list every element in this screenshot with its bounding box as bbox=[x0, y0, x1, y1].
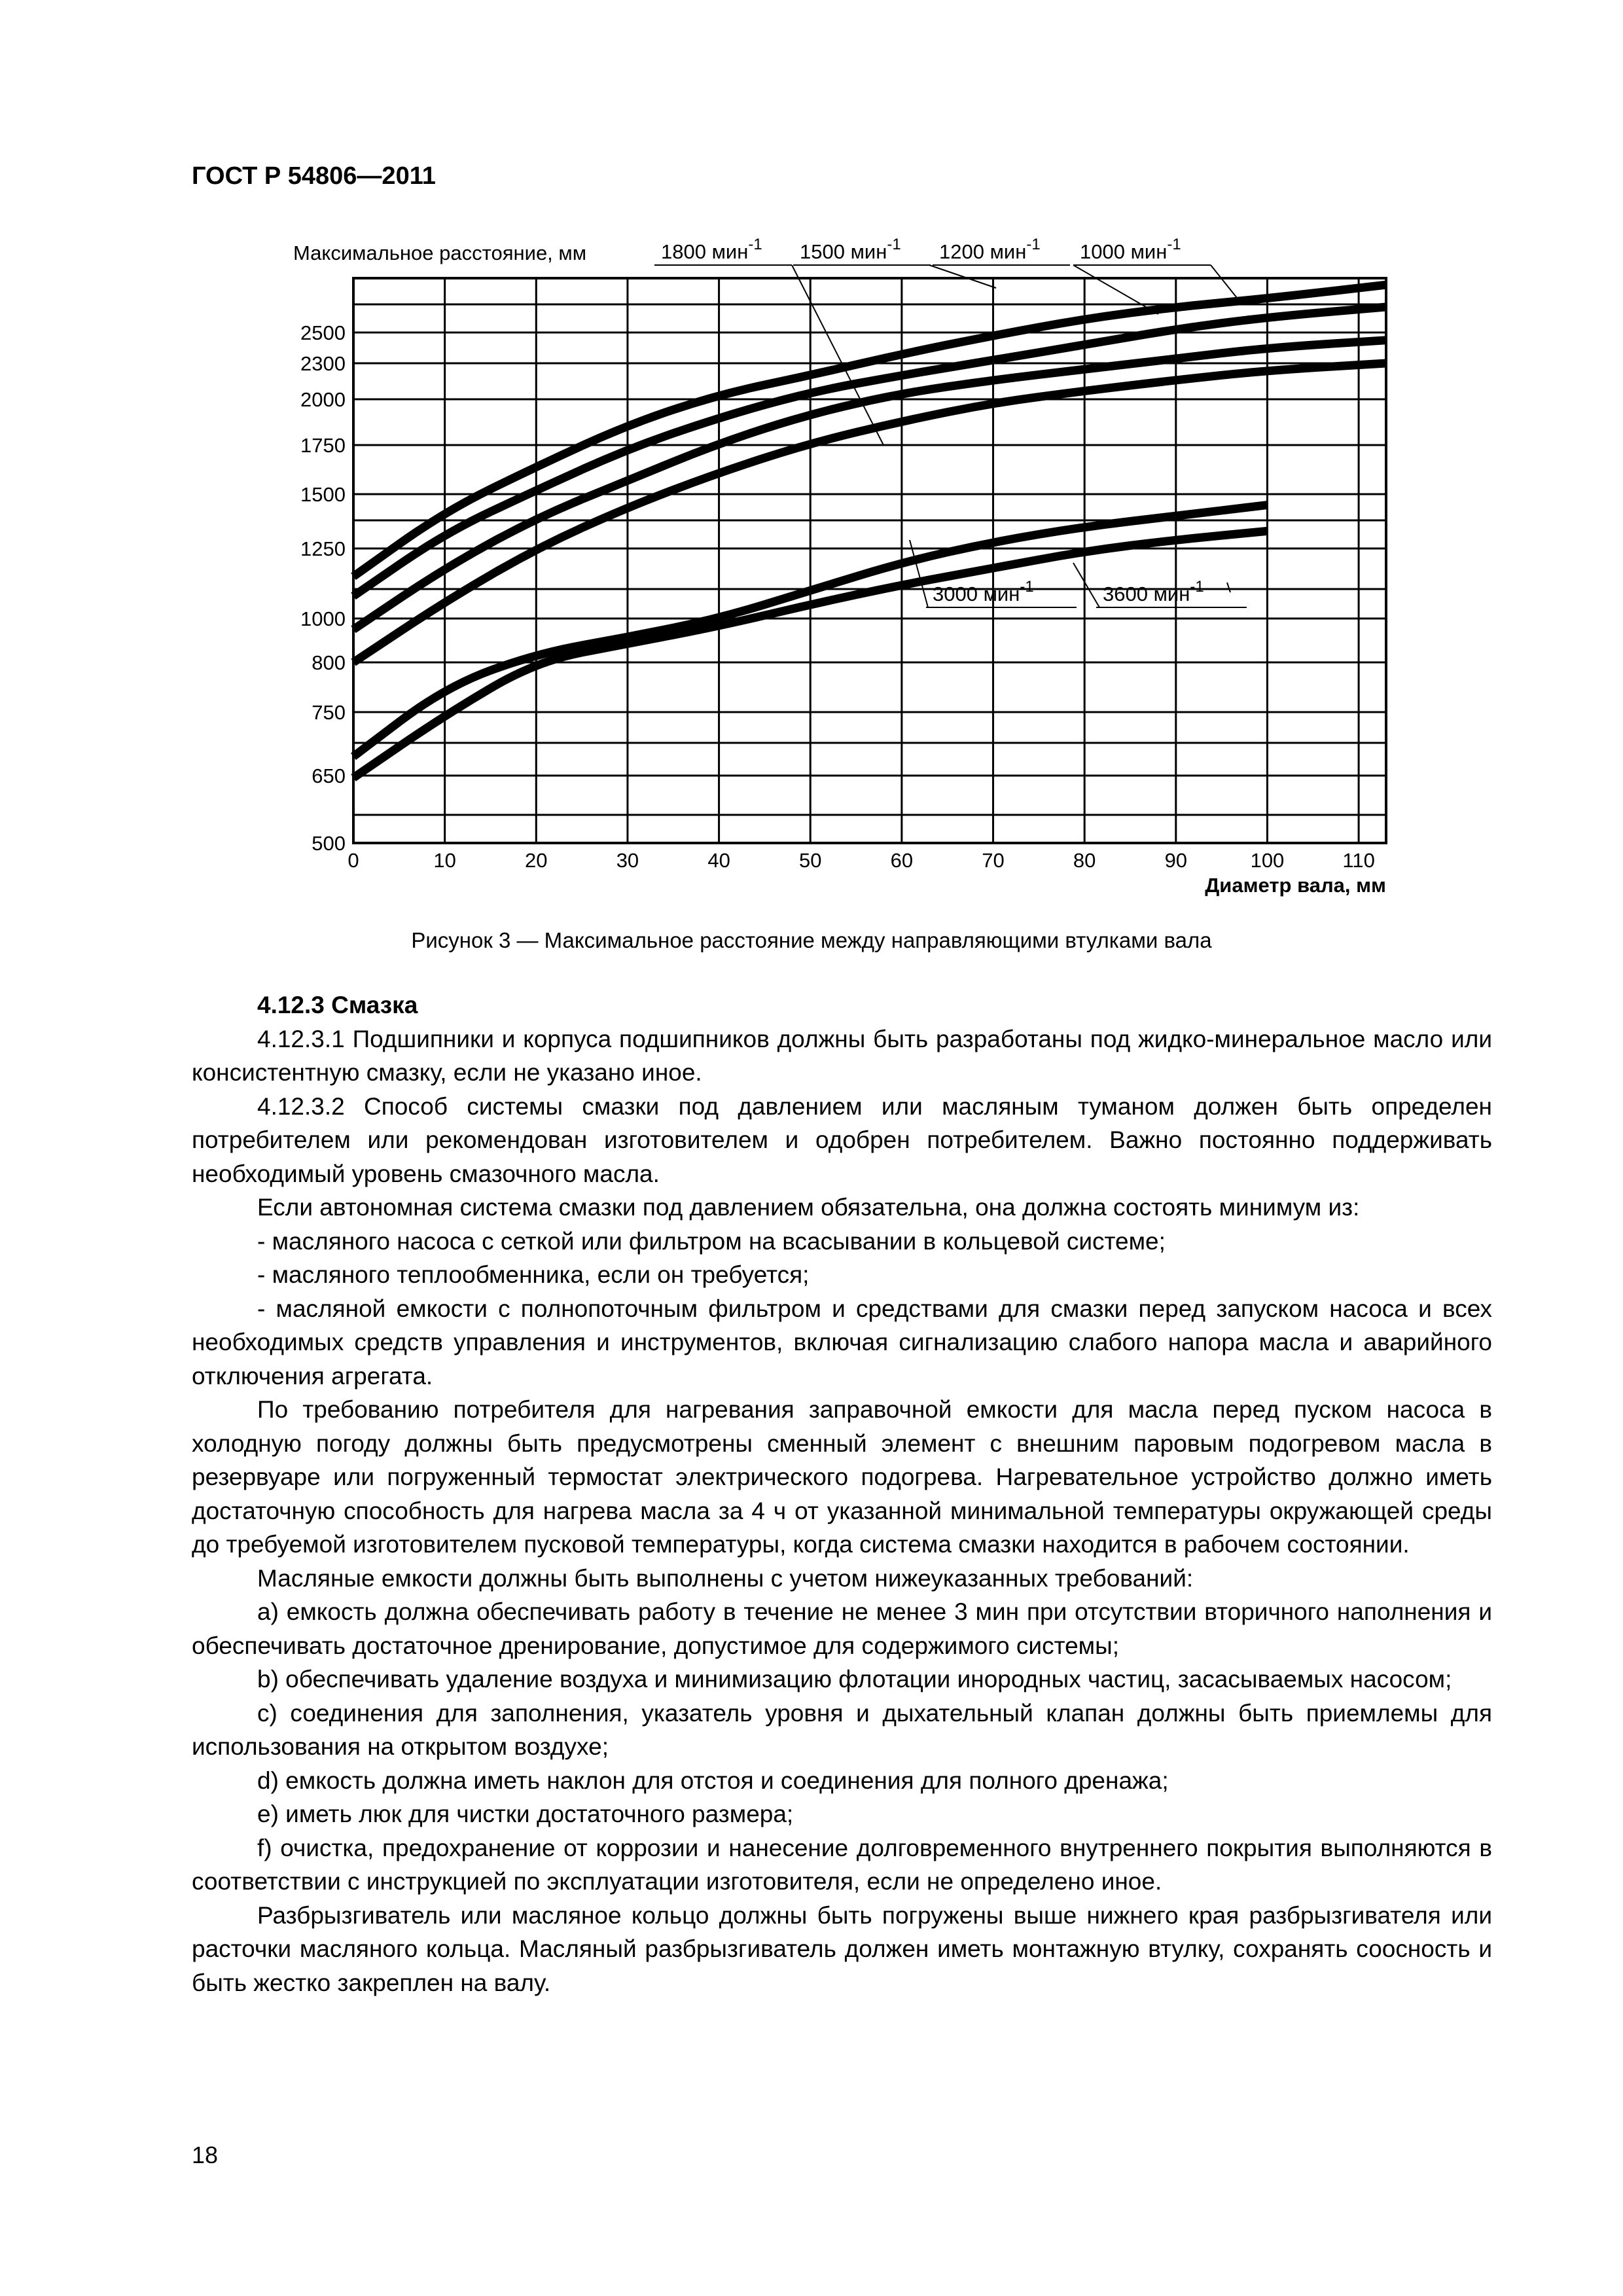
section-heading-4-12-3: 4.12.3 Смазка bbox=[257, 992, 418, 1018]
leader-line bbox=[1073, 563, 1099, 607]
x-tick-label: 100 bbox=[1250, 849, 1285, 872]
y-tick-label: 1000 bbox=[300, 607, 346, 630]
x-tick-label: 10 bbox=[433, 849, 456, 872]
paragraph: 4.12.3.2 Способ системы смазки под давлением или масляным туманом должен быть определен потребителем или рекомендован изготовителем и одобрен потребителем. Важно постоянно поддерживать необходимый уровень смазочного масла. bbox=[192, 1092, 1492, 1187]
chart-curves bbox=[353, 285, 1386, 778]
leader-line bbox=[910, 540, 928, 607]
speed-label-top bbox=[661, 236, 762, 263]
document-header: ГОСТ Р 54806—2011 bbox=[192, 162, 436, 190]
speed-value: 1800 bbox=[661, 240, 706, 263]
paragraph: 4.12.3.1 Подшипники и корпуса подшипников должны быть разработаны под жидко-минеральное масло или консистентную смазку, если не указано иное. bbox=[192, 1025, 1492, 1086]
speed-value: 3600 bbox=[1103, 583, 1148, 605]
figure-3-chart bbox=[0, 0, 1623, 916]
body-text bbox=[192, 988, 1492, 2000]
list-item: - масляной емкости с полнопоточным фильтром и средствами для смазки перед запуском насоса и всех необходимых средств управления и инструментов, включая сигнализацию слабого напора масла и аварийного отключения агрегата. bbox=[192, 1295, 1492, 1390]
x-tick-label: 110 bbox=[1342, 849, 1375, 872]
y-tick-label: 500 bbox=[312, 832, 346, 855]
list-item: b) обеспечивать удаление воздуха и минимизацию флотации инородных частиц, засасываемых насосом; bbox=[257, 1666, 1452, 1693]
speed-labels-top bbox=[661, 236, 1181, 263]
y-tick-label: 2500 bbox=[300, 321, 346, 344]
speed-label-top bbox=[1080, 236, 1181, 263]
speed-unit: мин bbox=[1130, 240, 1168, 263]
leader-line bbox=[929, 265, 996, 288]
x-axis-title: Диаметр вала, мм bbox=[1205, 874, 1386, 897]
x-tick-label: 80 bbox=[1073, 849, 1096, 872]
speed-label-top bbox=[939, 236, 1041, 263]
paragraph: Разбрызгиватель или масляное кольцо должны быть погружены выше нижнего края разбрызгивателя или расточки масляного кольца. Масляный разбрызгиватель должен иметь монтажную втулку, сохранять соосность и быть жестко закреплен на валу. bbox=[192, 1901, 1492, 1996]
speed-unit: мин bbox=[990, 240, 1027, 263]
y-tick-label: 650 bbox=[312, 764, 346, 787]
x-tick-label: 0 bbox=[348, 849, 359, 872]
speed-exponent: -1 bbox=[1167, 236, 1181, 253]
speed-exponent: -1 bbox=[1026, 236, 1041, 253]
y-tick-label: 1250 bbox=[300, 537, 346, 560]
speed-label-bottom bbox=[1103, 578, 1204, 605]
speed-label-top bbox=[800, 236, 901, 263]
speed-unit: мин bbox=[983, 583, 1020, 605]
list-item: a) емкость должна обеспечивать работу в течение не менее 3 мин при отсутствии вторичного наполнения и обеспечивать достаточное дренирование, допустимое для содержимого системы; bbox=[192, 1598, 1492, 1659]
paragraph: Если автономная система смазки под давлением обязательна, она должна состоять минимум из: bbox=[257, 1194, 1360, 1221]
speed-value: 1000 bbox=[1080, 240, 1125, 263]
speed-label-bottom bbox=[933, 578, 1034, 605]
list-item: c) соединения для заполнения, указатель уровня и дыхательный клапан должны быть приемлемы для использования на открытом воздухе; bbox=[192, 1699, 1492, 1760]
x-tick-labels bbox=[348, 849, 1374, 872]
y-tick-label: 750 bbox=[312, 701, 346, 724]
list-item: e) иметь люк для чистки достаточного размера; bbox=[257, 1801, 794, 1827]
speed-unit: мин bbox=[711, 240, 749, 263]
x-tick-label: 20 bbox=[525, 849, 548, 872]
list-item: - масляного теплообменника, если он требуется; bbox=[257, 1261, 810, 1288]
x-tick-label: 50 bbox=[798, 849, 822, 872]
y-tick-label: 1500 bbox=[300, 483, 346, 506]
speed-exponent: -1 bbox=[1190, 578, 1204, 596]
y-tick-labels bbox=[300, 321, 346, 855]
x-tick-label: 40 bbox=[707, 849, 730, 872]
speed-exponent: -1 bbox=[887, 236, 901, 253]
speed-unit: мин bbox=[850, 240, 887, 263]
y-tick-label: 800 bbox=[312, 651, 346, 674]
figure-caption: Рисунок 3 — Максимальное расстояние между направляющими втулками вала bbox=[411, 928, 1212, 952]
y-axis-title: Максимальное расстояние, мм bbox=[293, 242, 587, 264]
page-number: 18 bbox=[192, 2142, 219, 2168]
list-item: - масляного насоса с сеткой или фильтром на всасывании в кольцевой системе; bbox=[257, 1227, 1166, 1255]
x-tick-label: 30 bbox=[616, 849, 639, 872]
x-tick-label: 90 bbox=[1164, 849, 1188, 872]
leader-line bbox=[1211, 265, 1237, 298]
x-tick-label: 70 bbox=[982, 849, 1005, 872]
list-item: f) очистка, предохранение от коррозии и нанесение долговременного внутреннего покрытия выполняются в соответствии с инструкцией по эксплуатации изготовителя, если не определено иное. bbox=[192, 1834, 1492, 1895]
speed-value: 3000 bbox=[933, 583, 978, 605]
speed-exponent: -1 bbox=[748, 236, 762, 253]
leader-line bbox=[1073, 265, 1158, 314]
speed-exponent: -1 bbox=[1020, 578, 1034, 596]
list-item: d) емкость должна иметь наклон для отстоя и соединения для полного дренажа; bbox=[257, 1767, 1169, 1794]
y-tick-label: 2300 bbox=[300, 352, 346, 375]
speed-value: 1500 bbox=[800, 240, 845, 263]
leader-line bbox=[1227, 583, 1230, 592]
y-tick-label: 2000 bbox=[300, 388, 346, 411]
y-tick-label: 1750 bbox=[300, 434, 346, 457]
speed-labels-bottom bbox=[933, 578, 1204, 605]
speed-value: 1200 bbox=[939, 240, 984, 263]
x-tick-label: 60 bbox=[890, 849, 914, 872]
speed-unit: мин bbox=[1153, 583, 1190, 605]
paragraph: Масляные емкости должны быть выполнены с учетом нижеуказанных требований: bbox=[257, 1564, 1194, 1592]
paragraph: По требованию потребителя для нагревания заправочной емкости для масла перед пуском насоса в холодную погоду должны быть предусмотрены сменный элемент с внешним паровым подогревом масла в резервуаре или погруженный термостат электрического подогрева. Нагревательное устройство должно иметь достаточную способность для нагрева масла за 4 ч от указанной минимальной температуры окружающей среды до требуемой изготовителем пусковой температуры, когда система смазки находится в рабочем состоянии. bbox=[192, 1396, 1492, 1558]
